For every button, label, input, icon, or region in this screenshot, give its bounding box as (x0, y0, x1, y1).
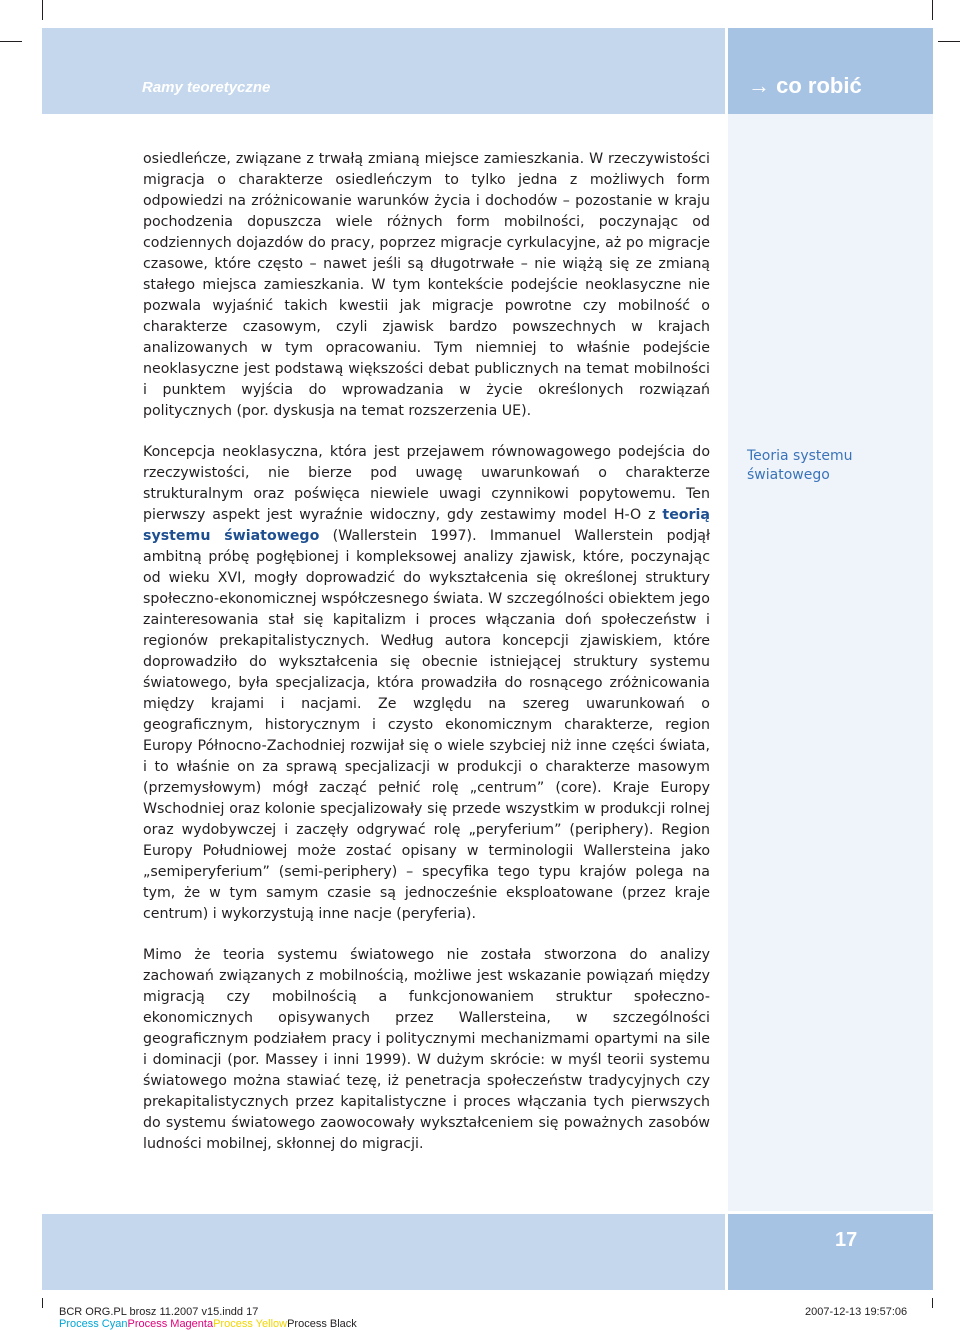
paragraph-text: Koncepcja neoklasyczna, która jest przejawem równowagowego podejścia do rzeczywistości, nie bierze pod uwagę uwarunkowań o charakterze strukturalnym oraz poświęca niewiele uwagi czynnikowi popytowemu. Ten pierwszy aspekt jest wyraźnie widoczny, gdy zestawimy model H-O z (143, 444, 710, 523)
paragraph-text: Mimo że teoria systemu światowego nie została stworzona do analizy zachowań związanych z mobilnością, możliwe jest wskazanie powiązań między migracją czy mobilnością a funkcjonowaniem struktur społeczno-ekonomicznych opisywanych przez Wallersteina, w szczególności geograficznym podziałem pracy i politycznymi mechanizmami opartymi na sile i dominacji (por. Massey i inni 1999). W dużym skrócie: w myśl teorii systemu światowego można stawiać tezę, iż penetracja społeczeństw tradycyjnych czy prekapitalistycznych przez kapitalistyczne i proces włączania tych pierwszych do systemu światowego zaowocowały wykształceniem się poważnych zasobów ludności mobilnej, skłonnej do migracji. (143, 947, 710, 1152)
margin-note: Teoria systemu światowego (747, 448, 853, 483)
crop-mark (932, 1298, 933, 1308)
print-file-info: BCR ORG.PL brosz 11.2007 v15.indd 17 (59, 1306, 259, 1318)
crop-mark (932, 0, 933, 20)
separation-label: Process Cyan (59, 1318, 128, 1330)
crop-mark (42, 1298, 43, 1308)
crop-mark (938, 41, 960, 42)
print-separations (59, 1318, 357, 1330)
header-band (42, 28, 725, 114)
crop-mark (0, 41, 22, 42)
separation-label: Process Magenta (127, 1318, 214, 1330)
paragraph-text: osiedleńcze, związane z trwałą zmianą miejsce zamieszkania. W rzeczywistości migracja o charakterze osiedleńczym to tylko jedna z możliwych form odpowiedzi na zróżnicowanie warunków życia i dochodów – pozostanie w kraju pochodzenia dopuszcza wiele różnych form mobilności, poczynając od codziennych dojazdów do pracy, poprzez migracje cyrkulacyjne, aż po migracje czasowe, które często – nawet jeśli są długotrwałe – nie wiążą się ze zmianą stałego miejsca zamieszkania. W tym kontekście podejście neoklasyczne nie pozwala wyjaśnić takich kwestii jak migracje powrotne czy mobilność o charakterze czasowym, czyli zjawisk bardzo powszechnych w krajach analizowanych w tym opracowaniu. Tym niemniej to właśnie podejście neoklasyczne jest podstawą większości debat publicznych na temat mobilności i punktem wyjścia do wprowadzania w życie określonych rozwiązań politycznych (por. dyskusja na temat rozszerzenia UE). (143, 151, 710, 419)
section-title: Ramy teoretyczne (142, 79, 271, 96)
header-side-band (728, 28, 933, 114)
footer-band (42, 1214, 725, 1290)
main-column (42, 114, 725, 1211)
highlighted-term: teorią systemu światowego (143, 507, 710, 544)
separation-label: Process Black (287, 1318, 357, 1330)
article-text (143, 149, 710, 1175)
footer-side-band (728, 1214, 933, 1290)
separation-label: Process Yellow (213, 1318, 288, 1330)
page-number: 17 (835, 1229, 858, 1251)
sidebar-column (728, 114, 933, 1211)
crop-mark (42, 0, 43, 20)
paragraph (143, 149, 710, 422)
paragraph (143, 945, 710, 1155)
print-timestamp: 2007-12-13 19:57:06 (805, 1306, 908, 1318)
paragraph (143, 442, 710, 925)
paragraph-text: (Wallerstein 1997). Immanuel Wallerstein podjął ambitną próbę pogłębionej i kompleksowej analizy zjawisk, które, poczynając od wieku XVI, mogły doprowadzić do wykształcenia się określonej struktury społeczno-ekonomicznej współczesnego świata. W szczególności obiektem jego zainteresowania stał się kapitalizm i proces włączania doń społeczeństw i regionów prekapitalistycznych. Według autora koncepcji zjawiskiem, które doprowadziło do wykształcenia się obecnie istniejącej struktury systemu światowego, była specjalizacja, która prowadziła do rosnącego zróżnicowania między krajami i nacjami. Ze względu na szereg uwarunkowań o geograficznym, historycznym i czysto ekonomicznym charakterze, region Europy Północno-Zachodniej rozwijał się o wiele szybciej niż inne części świata, i to właśnie on za sprawą specjalizacji w produkcji o charakterze masowym (przemysłowym) mógł zacząć pełnić rolę „centrum” (core). Kraje Europy Wschodniej oraz kolonie specjalizowały się przede wszystkim w produkcji rolnej oraz wydobywczej i zaczęły odgrywać rolę „peryferium” (periphery). Region Europy Południowej może zostać opisany w terminologii Wallersteina jako „semiperyferium” (semi-periphery) – specyfika tego typu krajów polega na tym, że w tym samym czasie są jednocześnie eksploatowane (przez kraje centrum) i wykorzystują inne nacje (peryferia). (143, 528, 710, 922)
header-side-label: → co robić (748, 73, 862, 98)
